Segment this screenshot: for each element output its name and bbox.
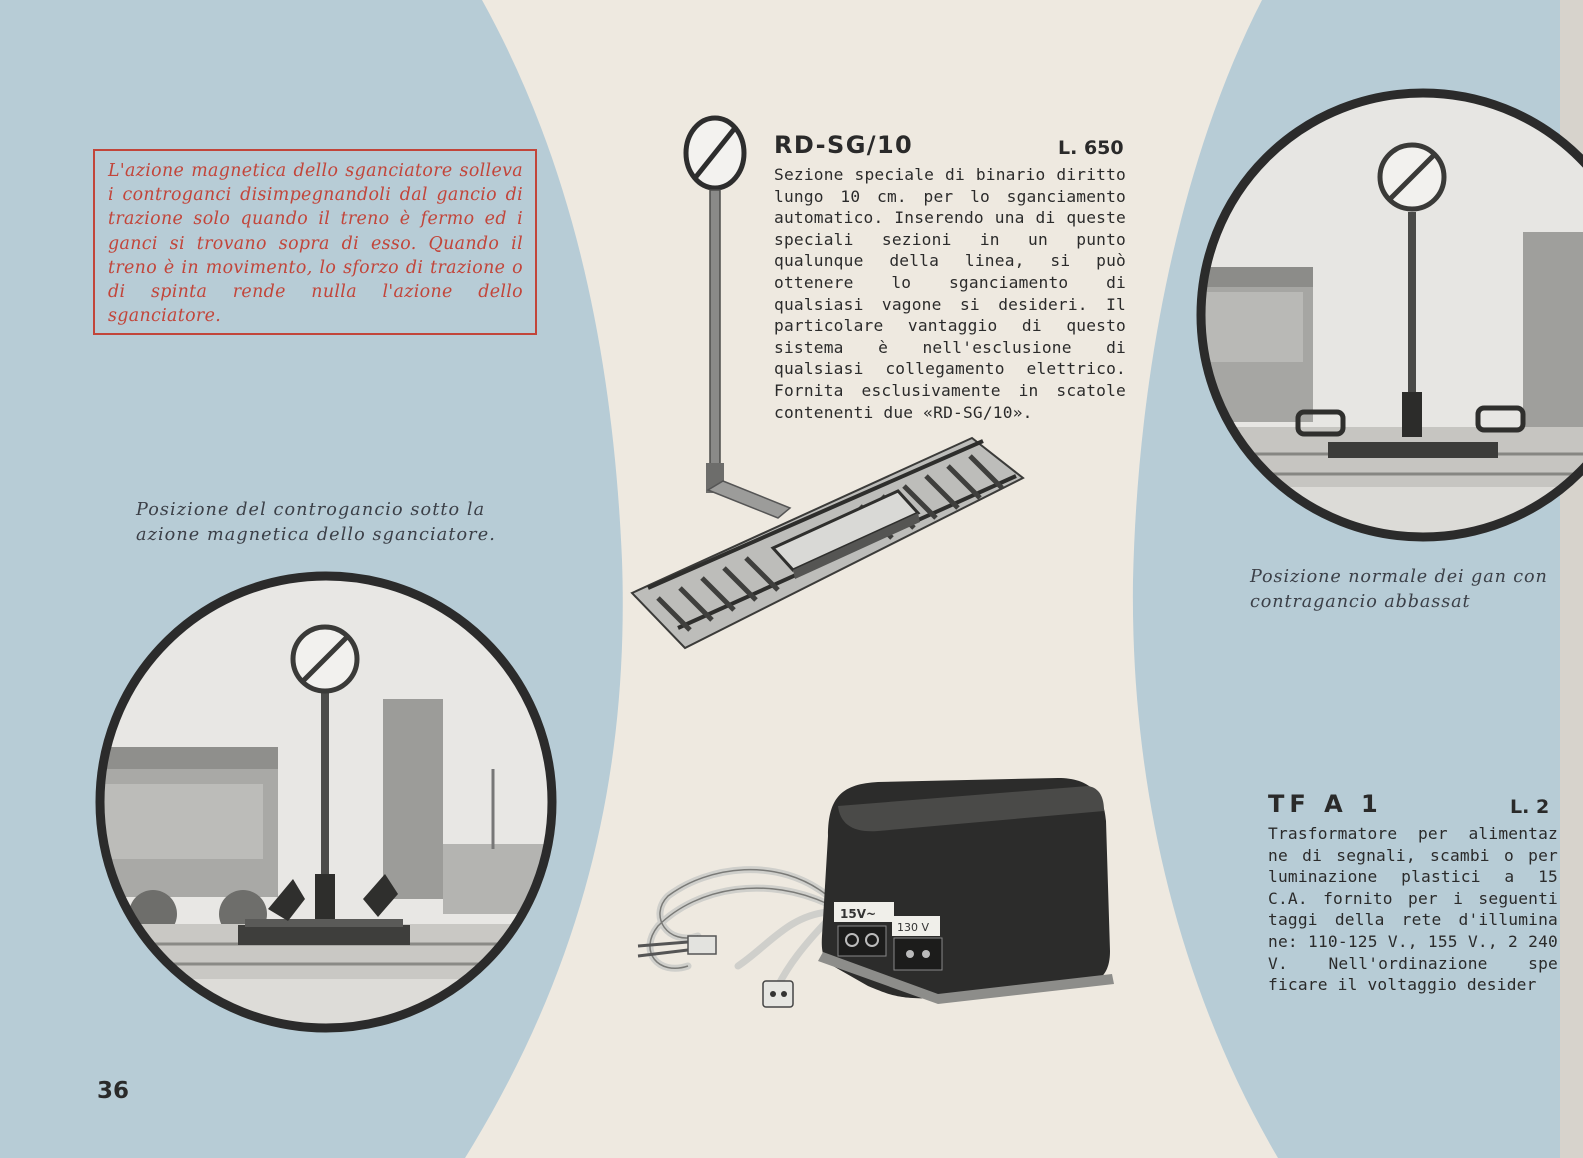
left-photo-caption: Posizione del controgancio sotto la azione magnetica dello sganciatore.: [136, 500, 496, 545]
tfa1-price: L. 2: [1510, 796, 1550, 818]
uncoupler-photo-raised-couplers-icon: [93, 569, 559, 1035]
transformer-label-130v: 130 V: [897, 921, 930, 934]
rd-sg10-description: Sezione speciale di binario diritto lungo 10 cm. per lo sganciamento automatico. Inserendo una di queste speciali sezioni in un punto qualunque della linea, si può ottenere lo sganciamento di qualsiasi vagone si desideri. Il particolare vantaggio di questo sistema è nell'esclusione di qualsiasi collegamento elettrico. Fornita esclusivamente in scatole contenenti due «RD-SG/10».: [774, 165, 1126, 422]
rd-sg10-code: RD-SG/10: [774, 131, 914, 159]
callout-box: L'azione magnetica dello sganciatore solleva i controganci disimpegnandoli dal gancio di trazione solo quando il treno è fermo ed i ganci si trovano sopra di esso. Quando il treno è in movimento, lo sforzo di trazione o di spinta rende nulla l'azione dello sganciatore.: [93, 149, 537, 335]
transformer-label-15v: 15V~: [840, 907, 877, 921]
tfa1-description: Trasformatore per alimentaz ne di segnali, scambi o per luminazione plastici a 15 C.A. fornito per i seguenti taggi della rete d'illumina ne: 110-125 V., 155 V., 2 240 V. Nell'ordinazione spe ficare il voltaggio desider: [1268, 824, 1558, 995]
tfa1-code: TF A 1: [1268, 790, 1383, 818]
transformer-with-cables-icon: [628, 776, 1118, 1016]
right-photo-caption: Posizione normale dei gan con contragancio abbassat: [1250, 567, 1548, 612]
uncoupler-photo-lowered-couplers-icon: [1188, 82, 1583, 552]
uncoupler-track-section-icon: [628, 108, 1028, 653]
rd-sg10-price: L. 650: [1058, 137, 1124, 159]
page-number: 36: [97, 1078, 130, 1104]
